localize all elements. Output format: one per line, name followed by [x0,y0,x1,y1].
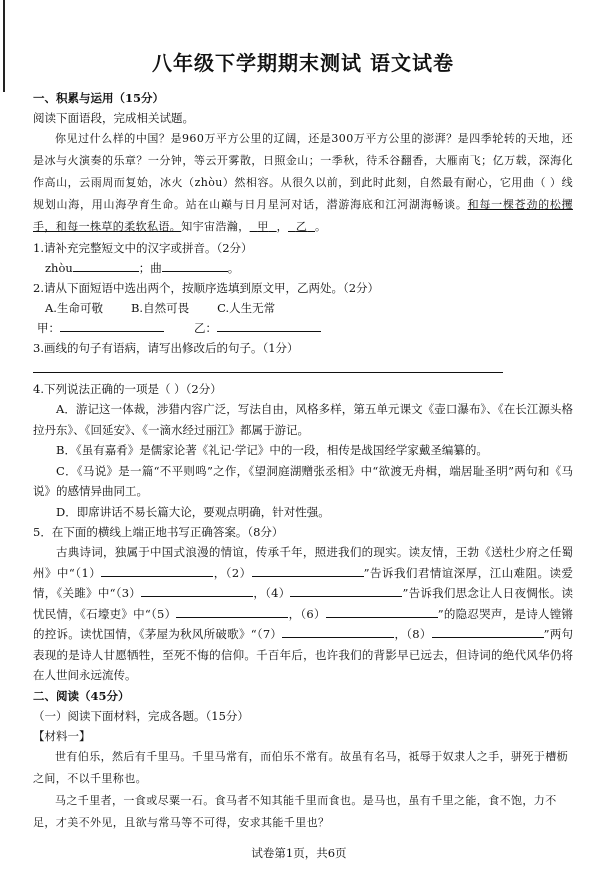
blank-jia [250,220,277,233]
question-5: 5．在下面的横线上端正地书写正确答案。（8分） [33,525,284,539]
question-2-options [33,298,573,318]
q5-blank-1[interactable] [101,563,213,577]
q5-text-4: ，（4） [253,586,291,600]
q1-blank-a[interactable] [73,258,139,272]
q5-passage [33,542,573,686]
q5-text-5: ”告诉我们思念让人日夜惆怅。读忧民情，《石壕吏》中“（5） [33,586,573,621]
exam-page [33,50,573,834]
q2-option-b: B.自然可畏 [130,301,190,315]
passage [33,128,573,238]
q4-option-b: B．《虽有嘉肴》是儒家论著《礼记·学记》中的一段，相传是战国经学家戴圣编纂的。 [56,443,488,457]
question-2-answer-row [33,318,573,338]
q5-blank-7[interactable] [282,624,394,638]
passage-end: 知宇宙浩瀚， [181,220,250,233]
blank-jia-label: 甲 [257,220,269,233]
material-1-paragraph-1: 世有伯乐，然后有千里马。千里马常有，而伯乐不常有。故虽有名马，祗辱于奴隶人之手，骈死于槽枥之间，不以千里称也。 [33,749,568,785]
material-1-label: 【材料一】 [33,728,91,743]
q5-text-9: ”两句表现的是诗人甘愿牺牲，至死不悔的信仰。千百年后，也许我们的背影早已远去，但诗词的绝代风华仍将在人世间永远流传。 [33,627,573,682]
q5-text-8: ，（8） [394,627,432,641]
left-margin-rule [3,0,5,92]
section-2-heading: 二、阅读（45分） [33,688,130,703]
q1-pinyin: zhòu [45,261,73,275]
q5-text-3: ”告诉我们君情谊深厚，江山难阻。读爱情，《关雎》中“（3） [33,565,573,600]
q2-blank-jia[interactable] [60,318,164,332]
q2-option-c: C.人生无常 [217,301,276,315]
blank-yi-label: 乙 [295,220,308,233]
q2-jia-label: 甲： [37,321,60,335]
section-2-sub-heading: （一）阅读下面材料，完成各题。（15分） [33,708,249,723]
q1-sep: ；曲 [138,261,162,275]
material-1-paragraph-2: 马之千里者，一食或尽粟一石。食马者不知其能千里而食也。是马也，虽有千里之能，食不饱，力不足，才美不外见，且欲与常马等不可得，安求其能千里也？ [33,793,557,829]
q5-text-7: ”的隐忍哭声，是诗人镗锵的控诉。读忧国情，《茅屋为秋风所破歌》“（7） [33,606,573,641]
q1-blank-b[interactable] [162,258,228,272]
q2-option-a: A.生命可敬 [45,301,103,315]
q4-option-d: D．即席讲话不易长篇大论，要观点明确，针对性强。 [56,504,330,519]
page-footer: 试卷第1页，共6页 [251,846,347,860]
q5-text-2: ，（2） [213,565,252,580]
question-3: 3.画线的句子有语病，请写出修改后的句子。（1分） [33,341,299,355]
section-1-instruction: 阅读下面语段，完成相关试题。 [33,111,194,125]
q2-yi-label: 乙： [194,321,217,335]
page-title: 八年级下学期期末测试 语文试卷 [152,51,454,75]
passage-period: 。 [315,220,327,233]
question-4: 4.下列说法正确的一项是（ ）（2分） [33,382,222,396]
question-2: 2.请从下面短语中选出两个，按顺序选填到原文甲，乙两处。（2分） [33,281,380,295]
blank-yi [288,220,315,233]
q5-blank-3[interactable] [141,583,253,597]
q4-option-c: C．《马说》是一篇“不平则鸣”之作，《望洞庭湖赠张丞相》中“欲渡无舟楫，端居耻圣明”两句和《马说》的感情异曲同工。 [33,463,573,498]
question-1: 1.请补充完整短文中的汉字或拼音。（2分） [33,241,253,255]
q5-blank-5[interactable] [176,604,288,618]
section-1-heading: 一、积累与运用（15分） [33,91,165,105]
q2-blank-yi[interactable] [217,318,321,332]
passage-underlined-sentence: 和每一棵苍劲的松攫手，和每一株草的柔软私语。 [33,198,573,233]
q3-answer-line[interactable] [33,362,503,373]
passage-main: 你见过什么样的中国？是960万平方公里的辽阔，还是300万平方公里的澎湃？是四季轮转的天地，还是冰与火演奏的乐章？一分钟，等云开雾散，日照金山；一季秋，待禾谷翻香，大雁南飞；亿万载，深海化作高山，云雨周而复始，冰火（zhòu）然相容。从很久以前，到此时此刻，自然最有耐心，它用曲（ ）线规划山海，用山海孕育生命。站在山巅与日月星河对话，潜游海底和江河湖海畅谈。 [33,132,573,211]
q4-option-a: A．游记这一体裁，涉猎内容广泛，写法自由，风格多样，第五单元课文《壶口瀑布》、《在长江源头格拉丹东》、《回延安》、《一滴水经过丽江》都属于游记。 [33,402,573,437]
q5-blank-4[interactable] [290,583,402,597]
q1-end: 。 [227,261,240,275]
q5-blank-8[interactable] [432,624,544,638]
q5-text-6: ，（6） [288,606,326,621]
q5-blank-2[interactable] [252,563,364,577]
passage-separator: ， [276,220,289,233]
q5-text-1: 古典诗词，独属于中国式浪漫的情谊，传承千年，照进我们的现实。读友情，王勃《送杜少府之任蜀州》中“（1） [33,545,573,580]
q5-blank-6[interactable] [326,604,438,618]
question-1-answer-row [33,258,573,278]
